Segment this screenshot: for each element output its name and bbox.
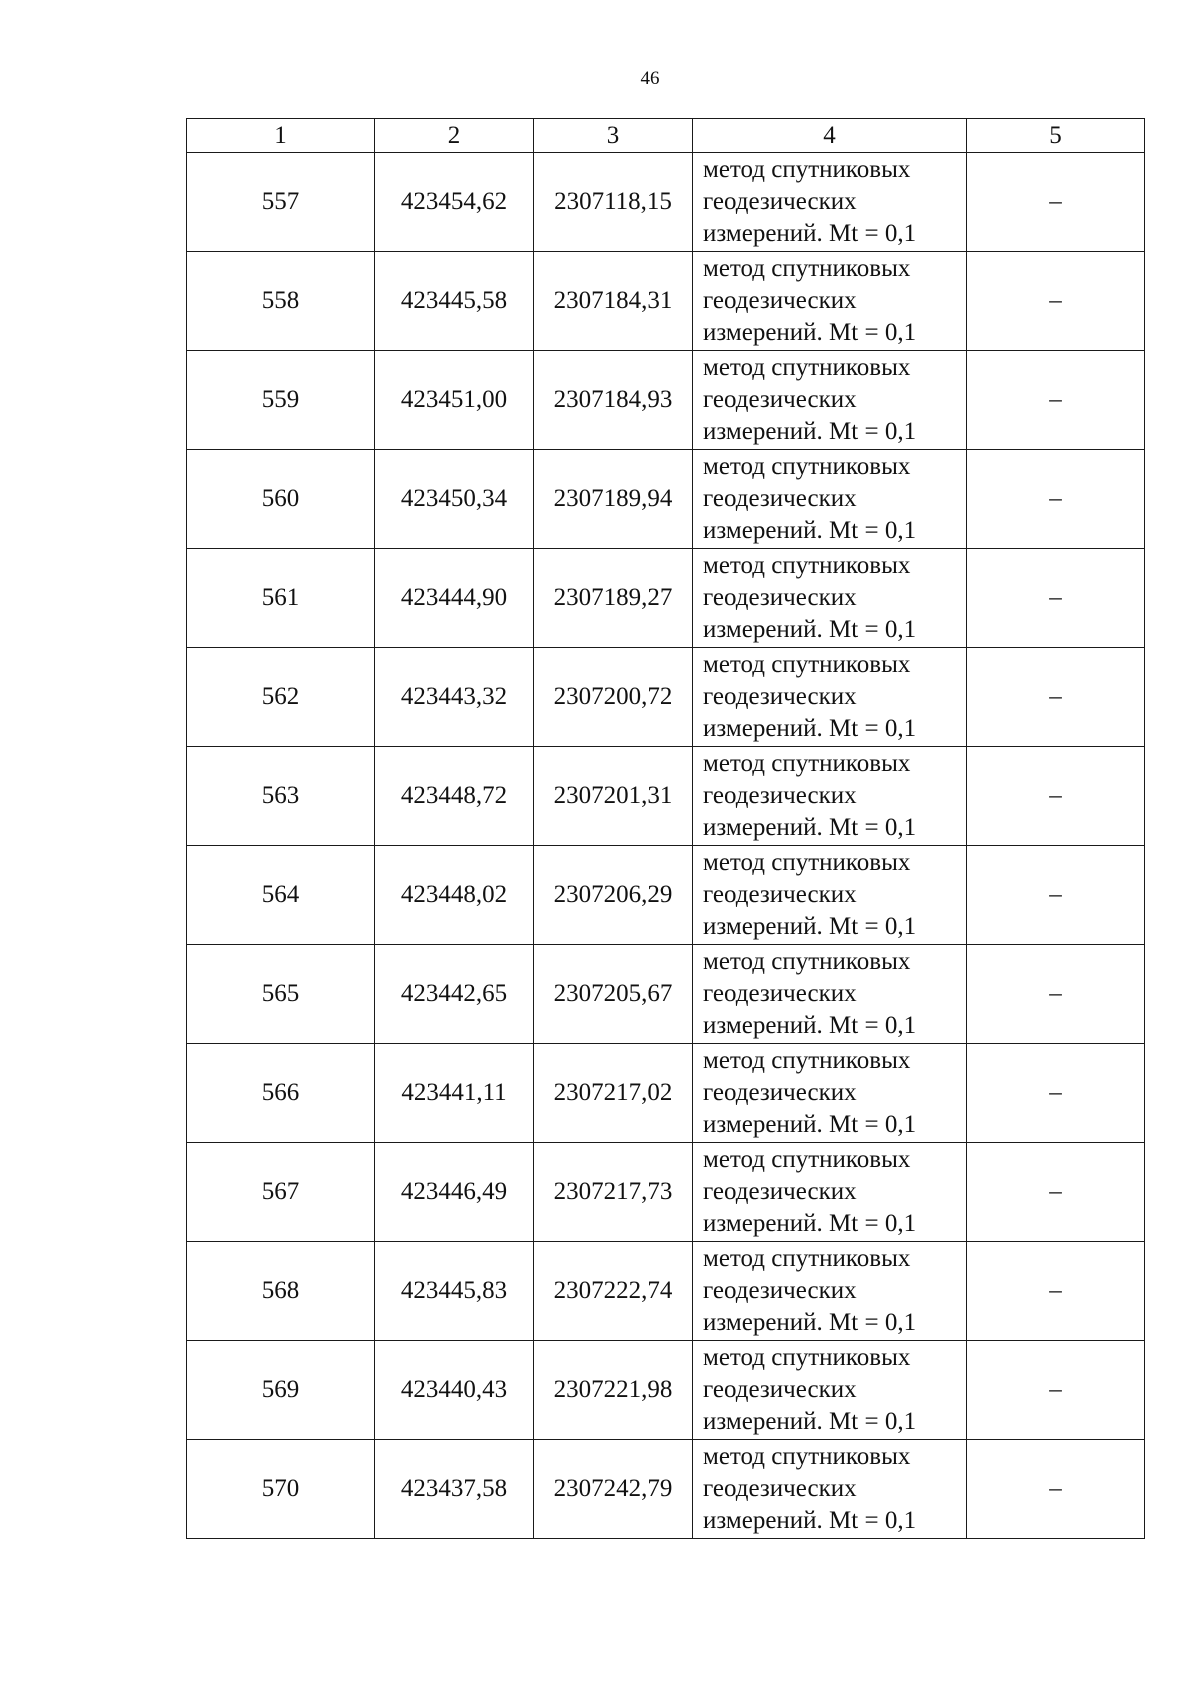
- point-number-cell: 557: [187, 153, 375, 252]
- table-row: [187, 1242, 1145, 1341]
- method-text-line: метод спутниковых: [703, 750, 911, 777]
- x-coordinate-cell: 423444,90: [375, 549, 534, 648]
- table-row: [187, 1440, 1145, 1539]
- y-coordinate-cell: 2307200,72: [534, 648, 693, 747]
- table-row: [187, 252, 1145, 351]
- table-row: [187, 549, 1145, 648]
- note-cell: –: [967, 1242, 1145, 1341]
- table-row: [187, 648, 1145, 747]
- y-coordinate-cell: 2307184,31: [534, 252, 693, 351]
- method-text-line: метод спутниковых: [703, 1146, 911, 1173]
- y-coordinate-cell: 2307217,73: [534, 1143, 693, 1242]
- method-text-line: геодезических: [703, 782, 857, 809]
- method-cell: [693, 1044, 967, 1143]
- method-text-line: измерений. Mt = 0,1: [703, 1111, 917, 1138]
- x-coordinate-cell: 423441,11: [375, 1044, 534, 1143]
- y-coordinate-cell: 2307206,29: [534, 846, 693, 945]
- y-coordinate-cell: 2307189,27: [534, 549, 693, 648]
- x-coordinate-cell: 423448,72: [375, 747, 534, 846]
- method-cell: [693, 1440, 967, 1539]
- point-number-cell: 559: [187, 351, 375, 450]
- x-coordinate-cell: 423450,34: [375, 450, 534, 549]
- method-text-line: метод спутниковых: [703, 1047, 911, 1074]
- y-coordinate-cell: 2307201,31: [534, 747, 693, 846]
- x-coordinate-cell: 423454,62: [375, 153, 534, 252]
- y-coordinate-cell: 2307189,94: [534, 450, 693, 549]
- method-text-line: метод спутниковых: [703, 849, 911, 876]
- y-coordinate-cell: 2307184,93: [534, 351, 693, 450]
- method-text-line: измерений. Mt = 0,1: [703, 220, 917, 247]
- point-number-cell: 560: [187, 450, 375, 549]
- point-number-cell: 569: [187, 1341, 375, 1440]
- point-number-cell: 565: [187, 945, 375, 1044]
- note-cell: –: [967, 945, 1145, 1044]
- column-header: 3: [534, 119, 693, 153]
- method-text-line: геодезических: [703, 386, 857, 413]
- method-text-line: геодезических: [703, 1079, 857, 1106]
- table-header: [187, 119, 1145, 153]
- table-row: [187, 747, 1145, 846]
- point-number-cell: 568: [187, 1242, 375, 1341]
- x-coordinate-cell: 423443,32: [375, 648, 534, 747]
- table-row: [187, 1341, 1145, 1440]
- method-text-line: метод спутниковых: [703, 255, 911, 282]
- point-number-cell: 561: [187, 549, 375, 648]
- x-coordinate-cell: 423437,58: [375, 1440, 534, 1539]
- x-coordinate-cell: 423445,58: [375, 252, 534, 351]
- table-row: [187, 1044, 1145, 1143]
- method-text-line: геодезических: [703, 980, 857, 1007]
- x-coordinate-cell: 423451,00: [375, 351, 534, 450]
- note-cell: –: [967, 1044, 1145, 1143]
- method-text-line: измерений. Mt = 0,1: [703, 715, 917, 742]
- method-text-line: измерений. Mt = 0,1: [703, 1210, 917, 1237]
- method-text-line: метод спутниковых: [703, 1344, 911, 1371]
- method-text-line: геодезических: [703, 188, 857, 215]
- method-cell: [693, 450, 967, 549]
- method-text-line: геодезических: [703, 881, 857, 908]
- note-cell: –: [967, 153, 1145, 252]
- point-number-cell: 570: [187, 1440, 375, 1539]
- y-coordinate-cell: 2307217,02: [534, 1044, 693, 1143]
- method-text-line: измерений. Mt = 0,1: [703, 1507, 917, 1534]
- point-number-cell: 558: [187, 252, 375, 351]
- column-header: 2: [375, 119, 534, 153]
- method-text-line: геодезических: [703, 1178, 857, 1205]
- method-cell: [693, 351, 967, 450]
- note-cell: –: [967, 846, 1145, 945]
- method-text-line: метод спутниковых: [703, 1245, 911, 1272]
- method-cell: [693, 549, 967, 648]
- method-cell: [693, 1341, 967, 1440]
- method-text-line: измерений. Mt = 0,1: [703, 1408, 917, 1435]
- method-cell: [693, 1242, 967, 1341]
- method-text-line: метод спутниковых: [703, 948, 911, 975]
- page-number: 46: [640, 68, 660, 89]
- table-row: [187, 153, 1145, 252]
- method-text-line: измерений. Mt = 0,1: [703, 1309, 917, 1336]
- method-text-line: измерений. Mt = 0,1: [703, 616, 917, 643]
- method-text-line: измерений. Mt = 0,1: [703, 418, 917, 445]
- x-coordinate-cell: 423448,02: [375, 846, 534, 945]
- y-coordinate-cell: 2307221,98: [534, 1341, 693, 1440]
- point-number-cell: 567: [187, 1143, 375, 1242]
- point-number-cell: 564: [187, 846, 375, 945]
- method-text-line: геодезических: [703, 1475, 857, 1502]
- method-cell: [693, 945, 967, 1044]
- table-row: [187, 351, 1145, 450]
- note-cell: –: [967, 1341, 1145, 1440]
- note-cell: –: [967, 549, 1145, 648]
- method-cell: [693, 153, 967, 252]
- coordinates-table: [186, 118, 1145, 1539]
- note-cell: –: [967, 351, 1145, 450]
- point-number-cell: 562: [187, 648, 375, 747]
- method-text-line: метод спутниковых: [703, 651, 911, 678]
- note-cell: –: [967, 648, 1145, 747]
- method-text-line: измерений. Mt = 0,1: [703, 1012, 917, 1039]
- header-row: [187, 119, 1145, 153]
- method-cell: [693, 1143, 967, 1242]
- method-cell: [693, 747, 967, 846]
- method-text-line: измерений. Mt = 0,1: [703, 517, 917, 544]
- column-header: 4: [693, 119, 967, 153]
- column-header: 5: [967, 119, 1145, 153]
- x-coordinate-cell: 423445,83: [375, 1242, 534, 1341]
- method-text-line: геодезических: [703, 287, 857, 314]
- method-cell: [693, 252, 967, 351]
- note-cell: –: [967, 252, 1145, 351]
- method-text-line: геодезических: [703, 683, 857, 710]
- point-number-cell: 566: [187, 1044, 375, 1143]
- table-row: [187, 846, 1145, 945]
- method-text-line: метод спутниковых: [703, 552, 911, 579]
- y-coordinate-cell: 2307118,15: [534, 153, 693, 252]
- y-coordinate-cell: 2307222,74: [534, 1242, 693, 1341]
- column-header: 1: [187, 119, 375, 153]
- method-text-line: геодезических: [703, 485, 857, 512]
- x-coordinate-cell: 423442,65: [375, 945, 534, 1044]
- method-text-line: измерений. Mt = 0,1: [703, 814, 917, 841]
- method-text-line: измерений. Mt = 0,1: [703, 913, 917, 940]
- method-text-line: геодезических: [703, 1277, 857, 1304]
- method-text-line: метод спутниковых: [703, 1443, 911, 1470]
- note-cell: –: [967, 747, 1145, 846]
- method-text-line: геодезических: [703, 584, 857, 611]
- method-text-line: метод спутниковых: [703, 156, 911, 183]
- y-coordinate-cell: 2307205,67: [534, 945, 693, 1044]
- method-text-line: метод спутниковых: [703, 453, 911, 480]
- table-row: [187, 450, 1145, 549]
- point-number-cell: 563: [187, 747, 375, 846]
- y-coordinate-cell: 2307242,79: [534, 1440, 693, 1539]
- method-text-line: геодезических: [703, 1376, 857, 1403]
- note-cell: –: [967, 1440, 1145, 1539]
- method-text-line: измерений. Mt = 0,1: [703, 319, 917, 346]
- table-row: [187, 945, 1145, 1044]
- table-row: [187, 1143, 1145, 1242]
- method-cell: [693, 846, 967, 945]
- method-text-line: метод спутниковых: [703, 354, 911, 381]
- note-cell: –: [967, 450, 1145, 549]
- x-coordinate-cell: 423440,43: [375, 1341, 534, 1440]
- note-cell: –: [967, 1143, 1145, 1242]
- x-coordinate-cell: 423446,49: [375, 1143, 534, 1242]
- method-cell: [693, 648, 967, 747]
- table-body: [187, 153, 1145, 1539]
